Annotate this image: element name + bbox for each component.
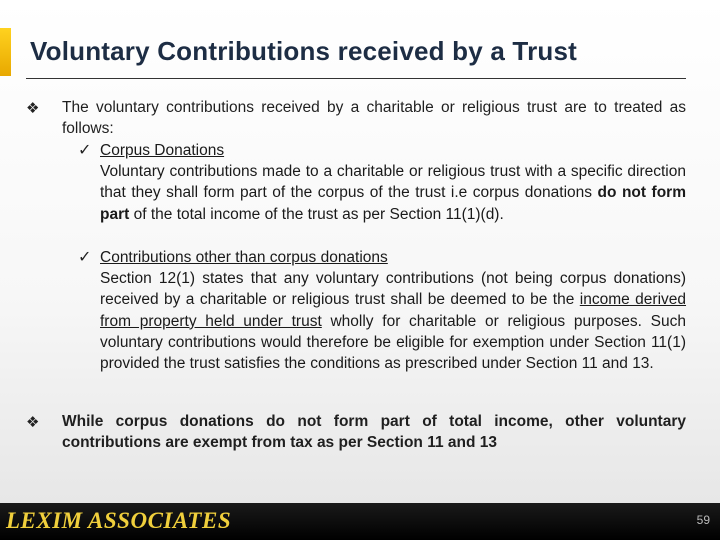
corpus-donations-text bbox=[100, 161, 686, 225]
corpus-text-after: of the total income of the trust as per Section 11(1)(d). bbox=[129, 205, 504, 223]
corpus-text-before: Voluntary contributions made to a charitable or religious trust with a specific direction that they shall form part of the corpus of the trust i.e corpus donations bbox=[100, 163, 686, 202]
summary-paragraph: While corpus donations do not form part of total income, other voluntary contributions are exempt from tax as per Section 11 and 13 bbox=[62, 413, 686, 452]
corpus-donations-heading: Corpus Donations bbox=[100, 142, 225, 159]
other-text-underlined: income derived from property held under trust bbox=[100, 291, 687, 330]
title-divider bbox=[26, 78, 686, 79]
lexim-associates-logo: LEXIM ASSOCIATES bbox=[6, 508, 232, 533]
checkmark-icon: ✓ bbox=[78, 142, 92, 159]
slide-title: Voluntary Contributions received by a Trust bbox=[30, 36, 577, 66]
page-number: 59 bbox=[696, 513, 710, 527]
corpus-text-bold: do not form part bbox=[100, 184, 686, 223]
diamond-bullet-icon: ❖ bbox=[26, 100, 40, 117]
other-text-after: wholly for charitable or religious purposes. Such voluntary contributions would therefore be eligible for exemption under Section 11(1) provided the trust satisfies the conditions as prescribed under Section 11 and 13. bbox=[100, 312, 686, 373]
diamond-bullet-icon: ❖ bbox=[26, 414, 40, 431]
other-contributions-text bbox=[100, 268, 686, 374]
other-contributions-heading: Contributions other than corpus donations bbox=[100, 249, 388, 266]
title-accent-bar bbox=[0, 28, 11, 76]
intro-paragraph: The voluntary contributions received by a charitable or religious trust are to treated as follows: bbox=[62, 99, 686, 138]
other-text-before: Section 12(1) states that any voluntary contributions (not being corpus donations) received by a charitable or religious trust shall be deemed to be the bbox=[100, 270, 686, 309]
checkmark-icon: ✓ bbox=[78, 249, 92, 266]
